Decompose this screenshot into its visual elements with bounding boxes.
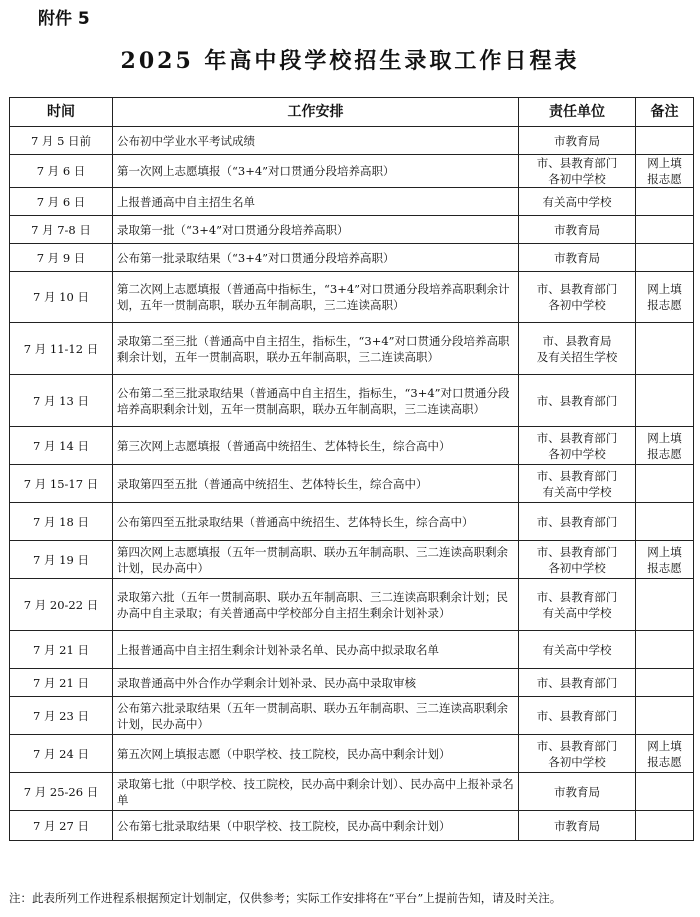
time-cell: 7 月 21 日 — [10, 631, 113, 669]
time-cell: 7 月 14 日 — [10, 427, 113, 465]
unit-cell: 有关高中学校 — [519, 631, 636, 669]
table-row — [10, 735, 694, 773]
unit-cell: 市、县教育部门 各初中学校 — [519, 155, 636, 188]
footnote: 注：此表所列工作进程系根据预定计划制定，仅供参考；实际工作安排将在“平台”上提前告知，请及时关注。 — [9, 891, 562, 905]
unit-cell: 市、县教育部门 有关高中学校 — [519, 465, 636, 503]
table-body — [10, 127, 694, 841]
table-row — [10, 427, 694, 465]
table-row — [10, 216, 694, 244]
note-cell — [636, 773, 694, 811]
task-cell: 公布第四至五批录取结果（普通高中统招生、艺体特长生，综合高中） — [113, 503, 519, 541]
table-row — [10, 127, 694, 155]
unit-cell: 市、县教育部门 各初中学校 — [519, 541, 636, 579]
header-note: 备注 — [636, 98, 694, 127]
time-cell: 7 月 7-8 日 — [10, 216, 113, 244]
task-cell: 第三次网上志愿填报（普通高中统招生、艺体特长生，综合高中） — [113, 427, 519, 465]
note-cell — [636, 244, 694, 272]
header-time: 时间 — [10, 98, 113, 127]
note-cell: 网上填 报志愿 — [636, 155, 694, 188]
header-unit: 责任单位 — [519, 98, 636, 127]
note-cell — [636, 697, 694, 735]
task-cell: 第一次网上志愿填报（“3+4”对口贯通分段培养高职） — [113, 155, 519, 188]
time-cell: 7 月 6 日 — [10, 155, 113, 188]
note-cell — [636, 503, 694, 541]
time-cell: 7 月 11-12 日 — [10, 323, 113, 375]
table-row — [10, 188, 694, 216]
time-cell: 7 月 13 日 — [10, 375, 113, 427]
task-cell: 第四次网上志愿填报（五年一贯制高职、联办五年制高职、三二连读高职剩余计划，民办高中） — [113, 541, 519, 579]
note-cell — [636, 631, 694, 669]
note-cell — [636, 579, 694, 631]
unit-cell: 市教育局 — [519, 127, 636, 155]
time-cell: 7 月 18 日 — [10, 503, 113, 541]
task-cell: 录取第四至五批（普通高中统招生、艺体特长生，综合高中） — [113, 465, 519, 503]
table-row — [10, 697, 694, 735]
unit-cell: 市教育局 — [519, 773, 636, 811]
note-cell — [636, 669, 694, 697]
unit-cell: 市、县教育部门 — [519, 503, 636, 541]
table-row — [10, 465, 694, 503]
note-cell — [636, 465, 694, 503]
note-cell — [636, 127, 694, 155]
unit-cell: 市、县教育部门 — [519, 669, 636, 697]
time-cell: 7 月 6 日 — [10, 188, 113, 216]
task-cell: 录取普通高中外合作办学剩余计划补录、民办高中录取审核 — [113, 669, 519, 697]
note-cell: 网上填 报志愿 — [636, 541, 694, 579]
task-cell: 公布第六批录取结果（五年一贯制高职、联办五年制高职、三二连读高职剩余计划，民办高中） — [113, 697, 519, 735]
unit-cell: 市教育局 — [519, 216, 636, 244]
task-cell: 第五次网上填报志愿（中职学校、技工院校，民办高中剩余计划） — [113, 735, 519, 773]
time-cell: 7 月 15-17 日 — [10, 465, 113, 503]
time-cell: 7 月 21 日 — [10, 669, 113, 697]
time-cell: 7 月 27 日 — [10, 811, 113, 841]
task-cell: 录取第二至三批（普通高中自主招生，指标生，“3+4”对口贯通分段培养高职剩余计划，五年一贯制高职，联办五年制高职，三二连读高职） — [113, 323, 519, 375]
time-cell: 7 月 20-22 日 — [10, 579, 113, 631]
time-cell: 7 月 23 日 — [10, 697, 113, 735]
unit-cell: 市教育局 — [519, 811, 636, 841]
table-row — [10, 503, 694, 541]
task-cell: 公布第一批录取结果（“3+4”对口贯通分段培养高职） — [113, 244, 519, 272]
time-cell: 7 月 5 日前 — [10, 127, 113, 155]
task-cell: 录取第六批（五年一贯制高职、联办五年制高职、三二连读高职剩余计划；民办高中自主录取；有关普通高中学校部分自主招生剩余计划补录） — [113, 579, 519, 631]
note-cell — [636, 811, 694, 841]
table-row — [10, 375, 694, 427]
table-row — [10, 272, 694, 323]
table-row — [10, 541, 694, 579]
table-row — [10, 669, 694, 697]
unit-cell: 有关高中学校 — [519, 188, 636, 216]
note-cell — [636, 323, 694, 375]
unit-cell: 市、县教育部门 各初中学校 — [519, 272, 636, 323]
time-cell: 7 月 10 日 — [10, 272, 113, 323]
unit-cell: 市、县教育部门 各初中学校 — [519, 735, 636, 773]
table-row — [10, 244, 694, 272]
task-cell: 录取第七批（中职学校、技工院校，民办高中剩余计划）、民办高中上报补录名单 — [113, 773, 519, 811]
header-task: 工作安排 — [113, 98, 519, 127]
page-title: 2025 年高中段学校招生录取工作日程表 — [120, 48, 580, 74]
schedule-table — [9, 97, 694, 841]
task-cell: 公布初中学业水平考试成绩 — [113, 127, 519, 155]
task-cell: 录取第一批（“3+4”对口贯通分段培养高职） — [113, 216, 519, 244]
unit-cell: 市、县教育部门 有关高中学校 — [519, 579, 636, 631]
time-cell: 7 月 9 日 — [10, 244, 113, 272]
unit-cell: 市、县教育部门 — [519, 697, 636, 735]
unit-cell: 市、县教育部门 各初中学校 — [519, 427, 636, 465]
table-row — [10, 155, 694, 188]
table-row — [10, 811, 694, 841]
note-cell: 网上填 报志愿 — [636, 427, 694, 465]
table-row — [10, 579, 694, 631]
task-cell: 上报普通高中自主招生名单 — [113, 188, 519, 216]
table-header-row — [10, 98, 694, 127]
note-cell — [636, 216, 694, 244]
note-cell — [636, 375, 694, 427]
unit-cell: 市、县教育部门 — [519, 375, 636, 427]
attachment-label: 附件 5 — [38, 9, 90, 29]
unit-cell: 市教育局 — [519, 244, 636, 272]
time-cell: 7 月 25-26 日 — [10, 773, 113, 811]
time-cell: 7 月 19 日 — [10, 541, 113, 579]
note-cell: 网上填 报志愿 — [636, 735, 694, 773]
task-cell: 公布第七批录取结果（中职学校、技工院校，民办高中剩余计划） — [113, 811, 519, 841]
task-cell: 第二次网上志愿填报（普通高中指标生，“3+4”对口贯通分段培养高职剩余计划，五年一贯制高职，联办五年制高职，三二连读高职） — [113, 272, 519, 323]
note-cell — [636, 188, 694, 216]
table-row — [10, 773, 694, 811]
unit-cell: 市、县教育局 及有关招生学校 — [519, 323, 636, 375]
task-cell: 上报普通高中自主招生剩余计划补录名单、民办高中拟录取名单 — [113, 631, 519, 669]
task-cell: 公布第二至三批录取结果（普通高中自主招生，指标生，“3+4”对口贯通分段培养高职剩余计划，五年一贯制高职，联办五年制高职，三二连读高职） — [113, 375, 519, 427]
table-row — [10, 631, 694, 669]
note-cell: 网上填 报志愿 — [636, 272, 694, 323]
time-cell: 7 月 24 日 — [10, 735, 113, 773]
table-row — [10, 323, 694, 375]
